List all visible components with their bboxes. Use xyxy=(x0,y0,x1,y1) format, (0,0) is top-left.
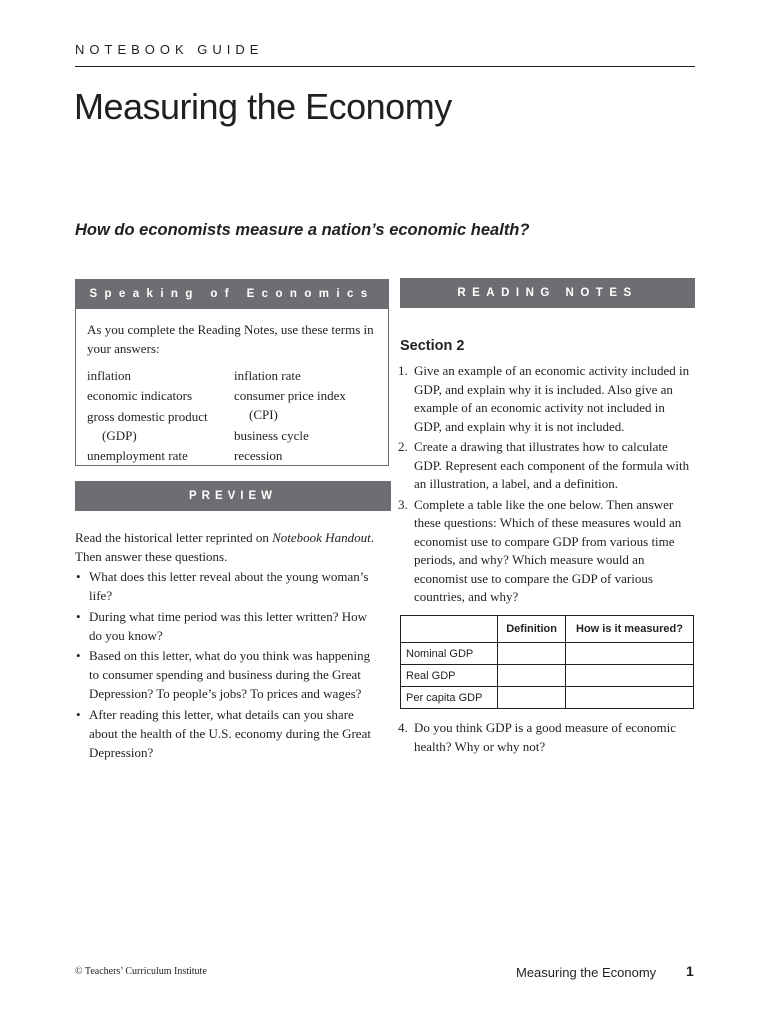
term-item: consumer price index xyxy=(234,388,346,403)
bullet-icon: • xyxy=(76,648,81,663)
term-item: business cycle xyxy=(234,428,309,443)
preview-intro-text: . Then answer these questions. xyxy=(75,530,374,564)
section-heading: Section 2 xyxy=(400,338,465,354)
essential-question: How do economists measure a nation’s economic health? xyxy=(75,221,530,239)
list-item xyxy=(398,719,695,756)
table-cell xyxy=(498,687,566,709)
speaking-of-economics-box xyxy=(75,279,389,466)
list-item xyxy=(75,607,375,645)
term-item: economic indicators xyxy=(87,388,193,403)
preview-intro-text: Read the historical letter reprinted on xyxy=(75,530,273,545)
table-header-row xyxy=(401,616,694,643)
reading-notes-list-continued xyxy=(398,719,695,756)
list-item xyxy=(75,705,375,762)
term-item: inflation xyxy=(87,368,132,383)
term-item: recession xyxy=(234,448,283,463)
page-number: 1 xyxy=(686,963,694,979)
preview-heading: PREVIEW xyxy=(75,481,391,511)
table-cell xyxy=(566,687,694,709)
list-item xyxy=(398,362,695,436)
notebook-guide-kicker: NOTEBOOK GUIDE xyxy=(75,42,264,57)
term-item: gross domestic product xyxy=(87,409,208,424)
list-item xyxy=(398,438,695,494)
table-row xyxy=(401,643,694,665)
table-cell xyxy=(498,665,566,687)
row-label: Real GDP xyxy=(401,665,498,687)
header-divider xyxy=(75,66,695,67)
item-number: 4. xyxy=(398,720,408,735)
list-item xyxy=(75,567,375,605)
term-item: unemployment rate xyxy=(87,448,188,463)
preview-question-text: What does this letter reveal about the young woman’s life? xyxy=(89,569,369,603)
list-item xyxy=(75,646,375,703)
gdp-measures-table xyxy=(400,615,694,709)
term-item: (GDP) xyxy=(102,428,137,443)
item-text: Complete a table like the one below. Then answer these questions: Which of these measures would an economist use to compare GDP from various time periods, and why? Which measure would an economist use to compare the GDP of various countries, and why? xyxy=(414,496,682,604)
term-item: inflation rate xyxy=(234,368,301,383)
table-cell xyxy=(566,665,694,687)
table-header-how-measured: How is it measured? xyxy=(566,616,694,643)
reading-notes-heading: READING NOTES xyxy=(400,278,695,308)
item-number: 3. xyxy=(398,496,408,512)
list-item xyxy=(398,496,695,607)
item-number: 2. xyxy=(398,439,408,454)
running-title: Measuring the Economy xyxy=(516,965,657,980)
copyright-notice: © Teachers’ Curriculum Institute xyxy=(75,966,207,977)
item-text: Give an example of an economic activity included in GDP, and explain why it is included. Also give an example of an economic activity not included in GDP, and explain why it is not included. xyxy=(414,363,690,434)
terms-intro: As you complete the Reading Notes, use these terms in your answers: xyxy=(87,322,374,356)
bullet-icon: • xyxy=(76,608,81,624)
speaking-of-economics-heading: Speaking of Economics xyxy=(75,279,389,309)
bullet-icon: • xyxy=(76,706,81,722)
row-label: Per capita GDP xyxy=(401,687,498,709)
table-header-blank xyxy=(401,616,498,643)
preview-question-text: After reading this letter, what details can you share about the health of the U.S. economy during the Great Depression? xyxy=(89,706,371,760)
preview-question-text: Based on this letter, what do you think was happening to consumer spending and business during the Great Depression? To people’s jobs? To prices and wages? xyxy=(89,648,371,701)
reading-notes-list xyxy=(398,362,695,607)
row-label: Nominal GDP xyxy=(401,643,498,665)
item-text: Create a drawing that illustrates how to calculate GDP. Represent each component of the formula with an illustration, a label, and a definition. xyxy=(414,439,690,491)
table-row xyxy=(401,687,694,709)
preview-questions xyxy=(75,567,375,763)
table-header-definition: Definition xyxy=(498,616,566,643)
item-text: Do you think GDP is a good measure of economic health? Why or why not? xyxy=(414,720,676,754)
preview-question-text: During what time period was this letter written? How do you know? xyxy=(89,608,367,643)
table-row xyxy=(401,665,694,687)
bullet-icon: • xyxy=(76,569,81,584)
page-title: Measuring the Economy xyxy=(74,86,452,127)
item-number: 1. xyxy=(398,363,408,378)
term-item: (CPI) xyxy=(249,407,278,422)
notebook-handout-reference: Notebook Handout xyxy=(272,530,371,545)
table-cell xyxy=(498,643,566,665)
preview-intro xyxy=(75,528,375,566)
table-cell xyxy=(566,643,694,665)
